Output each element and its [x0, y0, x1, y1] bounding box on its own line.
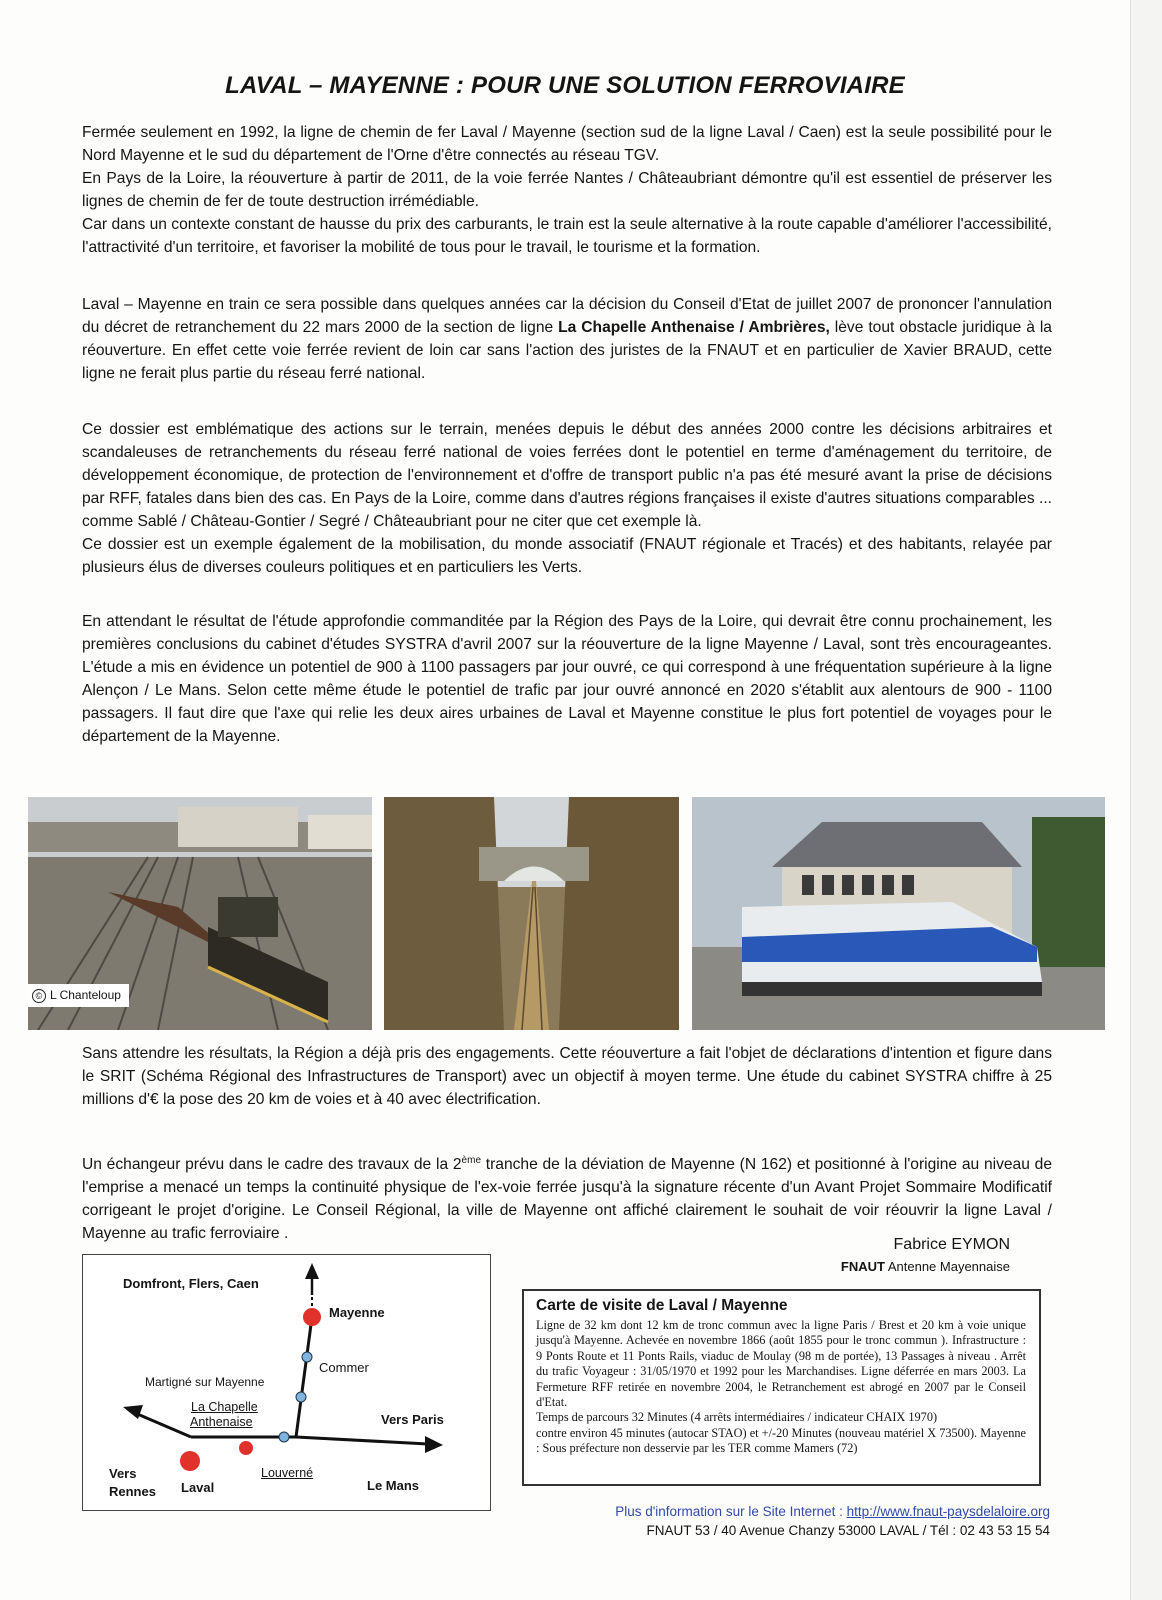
signature-org — [760, 1259, 1010, 1274]
paragraph-intro-line1: Fermée seulement en 1992, la ligne de chemin de fer Laval / Mayenne (section sud de la ligne Laval / Caen) est la seule possibilité pour le Nord Mayenne et le sud du département de l'Orne d'être connectés au réseau TGV. — [82, 124, 1052, 164]
station-louverne-dot — [279, 1432, 289, 1442]
info-card — [522, 1289, 1041, 1486]
info-card-text — [536, 1318, 1026, 1457]
photo-credit — [28, 984, 129, 1007]
info-card-text-3: contre environ 45 minutes (autocar STAO) et +/-20 Minutes (nouveau matériel X 73500). Mayenne : Sous préfecture non desservie par les TER comme Mamers (72) — [536, 1425, 1026, 1456]
section-name-bold: La Chapelle Anthenaise / Ambrières, — [558, 319, 830, 336]
station-chapelle-dot — [296, 1392, 306, 1402]
paragraph-intro-line2: En Pays de la Loire, la réouverture à partir de 2011, de la voie ferrée Nantes / Châteaubriant démontre qu'il est essentiel de préserver les lignes de chemin de fer de toute destruction irrémédiable. — [82, 170, 1052, 210]
map-label-mayenne: Mayenne — [329, 1305, 385, 1320]
website-link[interactable]: http://www.fnaut-paysdelaloire.org — [846, 1504, 1050, 1519]
signature-org-rest: Antenne Mayennaise — [884, 1259, 1010, 1274]
station-commer-dot — [302, 1352, 312, 1362]
paragraph-echangeur — [82, 1149, 1052, 1245]
paragraph-conseil-etat-a: Laval – Mayenne en train ce sera possible dans quelques années car la décision du Conseil d'Etat de juillet 2007 de prononcer l'annulation du décret de retranchement du 22 mars 2000 de la section de ligne — [82, 296, 1052, 336]
map-label-chapelle: La Chapelle — [191, 1400, 258, 1414]
map-label-rennes: Rennes — [109, 1484, 156, 1499]
map-label-anthenaise: Anthenaise — [190, 1415, 253, 1429]
arrow-west-icon — [123, 1405, 143, 1419]
paragraph-echangeur-b: tranche de la déviation de Mayenne (N 162) et positionné à l'origine au niveau de l'emprise a menacé un temps la continuité physique de l'ex-voie ferrée jusqu'à la signature récente d'un Avant Projet Sommaire Modificatif corrigeant le projet d'origine. Le Conseil Régional, la ville de Mayenne ont affiché clairement le souhait de voir réouvrir la ligne Laval / Mayenne au trafic ferroviaire . — [82, 1156, 1052, 1243]
arrow-north-icon — [305, 1263, 319, 1279]
info-card-title: Carte de visite de Laval / Mayenne — [536, 1297, 788, 1314]
map-label-vers-paris: Vers Paris — [381, 1412, 444, 1427]
footer-info-prefix: Plus d'information sur le Site Internet : — [615, 1504, 847, 1519]
station-mayenne-dot — [303, 1308, 321, 1326]
paragraph-conseil-etat — [82, 293, 1052, 385]
photo-credit-text: L Chanteloup — [50, 988, 121, 1002]
paragraph-intro-line3: Car dans un contexte constant de hausse du prix des carburants, le train est la seule alternative à la route capable d'améliorer l'accessibilité, l'attractivité d'un territoire, et favoriser la mobilité de tous pour le travail, le tourisme et la formation. — [82, 216, 1052, 256]
map-label-commer: Commer — [319, 1360, 369, 1375]
paragraph-dossier — [82, 418, 1052, 579]
info-card-text-2: Temps de parcours 32 Minutes (4 arrêts intermédiaires / indicateur CHAIX 1970) — [536, 1410, 938, 1425]
line-map — [82, 1254, 491, 1511]
copyright-symbol: © — [32, 989, 46, 1003]
paragraph-dossier-a: Ce dossier est emblématique des actions sur le terrain, menées depuis le début des années 2000 contre les décisions arbitraires et scandaleuses de retranchements du réseau ferré national de voies ferrées dont le potentiel en terme d'aménagement du territoire, de développement économique, de protection de l'environnement et d'offre de transport public n'a pas été mesuré avant la prise de décisions par RFF, fatales dans bien des cas. En Pays de la Loire, comme dans d'autres régions françaises il existe d'autres situations comparables ... comme Sablé / Château-Gontier / Segré / Châteaubriant pour ne citer que cet exemple là. — [82, 421, 1052, 530]
paragraph-intro — [82, 121, 1052, 259]
map-label-vers: Vers — [109, 1466, 137, 1481]
map-label-le-mans: Le Mans — [367, 1478, 420, 1493]
paragraph-echangeur-a: Un échangeur prévu dans le cadre des travaux de la 2 — [82, 1156, 462, 1174]
footer-address: FNAUT 53 / 40 Avenue Chanzy 53000 LAVAL / Tél : 02 43 53 15 54 — [646, 1523, 1050, 1538]
map-label-laval: Laval — [181, 1480, 215, 1495]
signature-name: Fabrice EYMON — [893, 1236, 1010, 1253]
signature-org-bold: FNAUT — [840, 1259, 885, 1274]
paragraph-conseil-etat-b: lève tout obstacle juridique à la réouverture. En effet cette voie ferrée revient de loin car sans l'action des juristes de la FNAUT et en particulier de Xavier BRAUD, cette ligne ne ferait plus partie du réseau ferré national. — [82, 319, 1052, 382]
map-label-louverne: Louverné — [261, 1466, 314, 1480]
info-card-text-1: Ligne de 32 km dont 12 km de tronc commun avec la ligne Paris / Brest et 20 km à voie unique jusqu'à Mayenne. Achevée en novembre 1866 (août 1855 pour le tronc commun ). Infrastructure : 9 Ponts Route et 11 Ponts Rails, viaduc de Moulay (98 m de portée), 13 Passages à niveau . Arrêt du trafic Voyageur : 31/05/1970 et 1992 pour les Marchandises. Ligne déferrée en mars 2003. La Fermeture RFF retirée en novembre 2004, le Retranchement est abrogé en 2007 par le Conseil d'Etat. — [536, 1318, 1026, 1410]
footer-info — [520, 1504, 1050, 1519]
photo-rail-yard — [28, 797, 372, 1030]
document-title: LAVAL – MAYENNE : POUR UNE SOLUTION FERROVIAIRE — [225, 72, 905, 99]
station-laval-dot — [180, 1451, 200, 1471]
map-label-martigne: Martigné sur Mayenne — [145, 1375, 265, 1389]
superscript-eme: ème — [461, 1155, 481, 1166]
paragraph-dossier-b: Ce dossier est un exemple également de la mobilisation, du monde associatif (FNAUT régionale et Tracés) et des habitants, relayée par plusieurs élus de diverses couleurs politiques et en particuliers les Verts. — [82, 536, 1052, 576]
paragraph-engagements: Sans attendre les résultats, la Région a déjà pris des engagements. Cette réouverture a fait l'objet de déclarations d'intention et figure dans le SRIT (Schéma Régional des Infrastructures de Transport) avec un objectif à moyen terme. Une étude du cabinet SYSTRA chiffre à 25 millions d'€ la pose des 20 km de voies et à 40 avec électrification. — [82, 1045, 1052, 1108]
map-label-domfront: Domfront, Flers, Caen — [123, 1276, 259, 1291]
arrow-east-icon — [425, 1436, 443, 1453]
photo-station-train — [692, 797, 1105, 1030]
station-martigne-junction-dot — [239, 1441, 253, 1455]
photo-track-bridge — [384, 797, 679, 1030]
paragraph-etude: En attendant le résultat de l'étude approfondie commanditée par la Région des Pays de la Loire, qui devrait être connu prochainement, les premières conclusions du cabinet d'études SYSTRA d'avril 2007 sur la réouverture de la ligne Mayenne / Laval, sont très encourageantes. L'étude a mis en évidence un potentiel de 900 à 1100 passagers par jour ouvré, ce qui correspond à une fréquentation supérieure à la ligne Alençon / Le Mans. Selon cette même étude le potentiel de trafic par jour ouvré annoncé en 2020 s'établit aux alentours de 900 - 1100 passagers. Il faut dire que l'axe qui relie les deux aires urbaines de Laval et Mayenne constitue le plus fort potentiel de voyages pour le département de la Mayenne. — [82, 613, 1052, 745]
